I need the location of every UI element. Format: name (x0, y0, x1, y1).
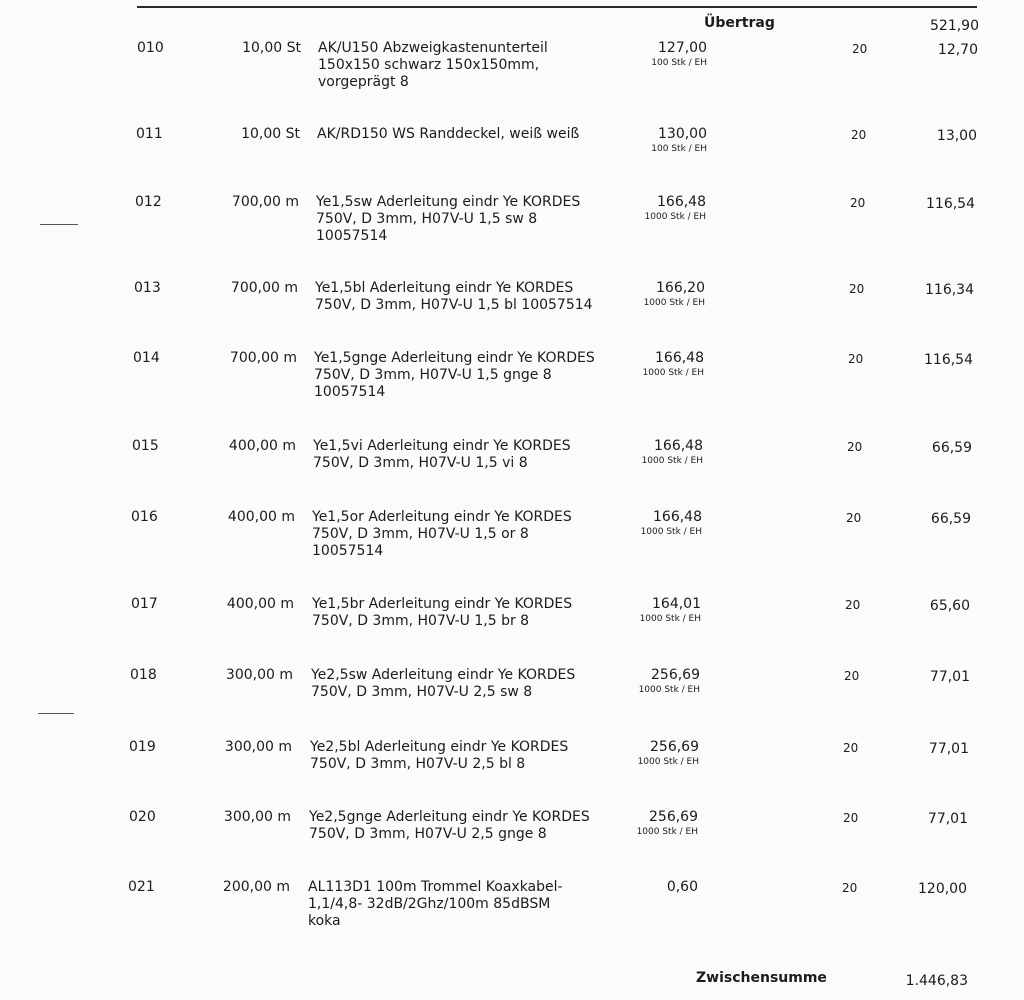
item-price (610, 667, 700, 696)
item-price (608, 879, 698, 896)
item-price (614, 350, 704, 379)
item-quantity: 300,00 m (225, 667, 293, 683)
top-rule (137, 6, 977, 8)
item-price-unit: 1000 Stk / EH (641, 456, 703, 466)
item-quantity: 200,00 m (222, 879, 290, 895)
item-quantity: 400,00 m (227, 509, 295, 525)
item-amount: 66,59 (930, 511, 971, 527)
item-description: Ye1,5vi Aderleitung eindr Ye KORDES 750V, D 3mm, H07V-U 1,5 vi 8 (313, 438, 571, 471)
item-price (612, 509, 702, 538)
item-position: 014 (133, 350, 160, 366)
item-position: 015 (132, 438, 159, 454)
line-item (0, 739, 1024, 809)
line-item (0, 280, 1024, 350)
item-description: Ye1,5or Aderleitung eindr Ye KORDES 750V, D 3mm, H07V-U 1,5 or 8 10057514 (312, 509, 572, 559)
item-price-unit: 1000 Stk / EH (642, 368, 704, 378)
item-discount: 20 (852, 42, 868, 56)
item-price-unit: 100 Stk / EH (651, 58, 707, 68)
item-quantity: 300,00 m (224, 739, 292, 755)
item-discount: 20 (848, 352, 864, 366)
item-amount: 65,60 (929, 598, 970, 614)
item-unit-price: 166,48 (654, 438, 703, 454)
item-price (617, 40, 707, 69)
item-discount: 20 (842, 881, 858, 895)
item-quantity: 10,00 St (241, 126, 300, 142)
line-item (0, 126, 1024, 196)
item-unit-price: 127,00 (658, 40, 707, 56)
carry-over-value: 521,90 (930, 18, 979, 34)
item-price (617, 126, 707, 155)
item-discount: 20 (850, 196, 866, 210)
line-item (0, 879, 1024, 949)
item-description: AL113D1 100m Trommel Koaxkabel- 1,1/4,8- 32dB/2Ghz/100m 85dBSM koka (308, 879, 563, 929)
item-position: 019 (129, 739, 156, 755)
item-discount: 20 (851, 128, 867, 142)
item-description: Ye2,5sw Aderleitung eindr Ye KORDES 750V, D 3mm, H07V-U 2,5 sw 8 (311, 667, 576, 700)
item-quantity: 700,00 m (230, 280, 298, 296)
item-quantity: 10,00 St (242, 40, 301, 56)
line-item (0, 438, 1024, 508)
item-price (611, 596, 701, 625)
item-price-unit: 1000 Stk / EH (643, 298, 705, 308)
item-unit-price: 166,48 (657, 194, 706, 210)
subtotal-label: Zwischensumme (696, 970, 827, 986)
item-discount: 20 (849, 282, 865, 296)
item-position: 010 (137, 40, 164, 56)
line-item (0, 509, 1024, 579)
item-position: 020 (129, 809, 156, 825)
item-description: Ye1,5bl Aderleitung eindr Ye KORDES 750V, D 3mm, H07V-U 1,5 bl 10057514 (315, 280, 593, 313)
item-quantity: 400,00 m (228, 438, 296, 454)
item-discount: 20 (845, 598, 861, 612)
item-quantity: 300,00 m (223, 809, 291, 825)
item-unit-price: 166,20 (656, 280, 705, 296)
item-price (616, 194, 706, 223)
item-amount: 13,00 (936, 128, 977, 144)
item-price-unit: 1000 Stk / EH (644, 212, 706, 222)
item-price-unit: 1000 Stk / EH (637, 757, 699, 767)
item-quantity: 700,00 m (229, 350, 297, 366)
item-unit-price: 256,69 (651, 667, 700, 683)
item-amount: 116,54 (926, 196, 975, 212)
item-amount: 116,54 (924, 352, 973, 368)
item-unit-price: 166,48 (653, 509, 702, 525)
item-discount: 20 (843, 811, 859, 825)
item-unit-price: 166,48 (655, 350, 704, 366)
item-price-unit: 1000 Stk / EH (639, 614, 701, 624)
item-unit-price: 0,60 (666, 879, 698, 895)
subtotal-value: 1.446,83 (905, 973, 968, 989)
item-position: 011 (136, 126, 163, 142)
item-description: Ye1,5sw Aderleitung eindr Ye KORDES 750V, D 3mm, H07V-U 1,5 sw 8 10057514 (316, 194, 581, 244)
line-item (0, 350, 1024, 420)
item-position: 021 (128, 879, 155, 895)
item-price-unit: 100 Stk / EH (651, 144, 707, 154)
item-position: 012 (135, 194, 162, 210)
item-price-unit: 1000 Stk / EH (636, 827, 698, 837)
item-unit-price: 256,69 (649, 809, 698, 825)
line-item (0, 40, 1024, 110)
item-unit-price: 130,00 (658, 126, 707, 142)
item-position: 018 (130, 667, 157, 683)
item-unit-price: 164,01 (652, 596, 701, 612)
item-position: 017 (131, 596, 158, 612)
item-quantity: 700,00 m (231, 194, 299, 210)
line-item (0, 809, 1024, 879)
line-item (0, 596, 1024, 666)
item-amount: 116,34 (925, 282, 974, 298)
line-item (0, 194, 1024, 264)
item-discount: 20 (843, 741, 859, 755)
item-discount: 20 (844, 669, 860, 683)
item-description: AK/U150 Abzweigkastenunterteil 150x150 schwarz 150x150mm, vorgeprägt 8 (318, 40, 548, 90)
item-amount: 77,01 (927, 811, 968, 827)
item-amount: 77,01 (928, 741, 969, 757)
item-price (608, 809, 698, 838)
item-description: Ye2,5gnge Aderleitung eindr Ye KORDES 750V, D 3mm, H07V-U 2,5 gnge 8 (309, 809, 590, 842)
item-price (613, 438, 703, 467)
item-price (615, 280, 705, 309)
carry-over-label: Übertrag (704, 15, 775, 31)
item-price (609, 739, 699, 768)
item-price-unit: 1000 Stk / EH (640, 527, 702, 537)
item-description: AK/RD150 WS Randdeckel, weiß weiß (317, 126, 580, 142)
item-description: Ye1,5br Aderleitung eindr Ye KORDES 750V, D 3mm, H07V-U 1,5 br 8 (312, 596, 573, 629)
item-amount: 66,59 (931, 440, 972, 456)
item-amount: 12,70 (937, 42, 978, 58)
item-price-unit: 1000 Stk / EH (638, 685, 700, 695)
item-discount: 20 (847, 440, 863, 454)
item-position: 013 (134, 280, 161, 296)
item-amount: 120,00 (918, 881, 967, 897)
item-unit-price: 256,69 (650, 739, 699, 755)
line-item (0, 667, 1024, 737)
item-quantity: 400,00 m (226, 596, 294, 612)
item-amount: 77,01 (929, 669, 970, 685)
item-discount: 20 (846, 511, 862, 525)
item-description: Ye1,5gnge Aderleitung eindr Ye KORDES 750V, D 3mm, H07V-U 1,5 gnge 8 10057514 (314, 350, 595, 400)
item-position: 016 (131, 509, 158, 525)
item-description: Ye2,5bl Aderleitung eindr Ye KORDES 750V, D 3mm, H07V-U 2,5 bl 8 (310, 739, 569, 772)
